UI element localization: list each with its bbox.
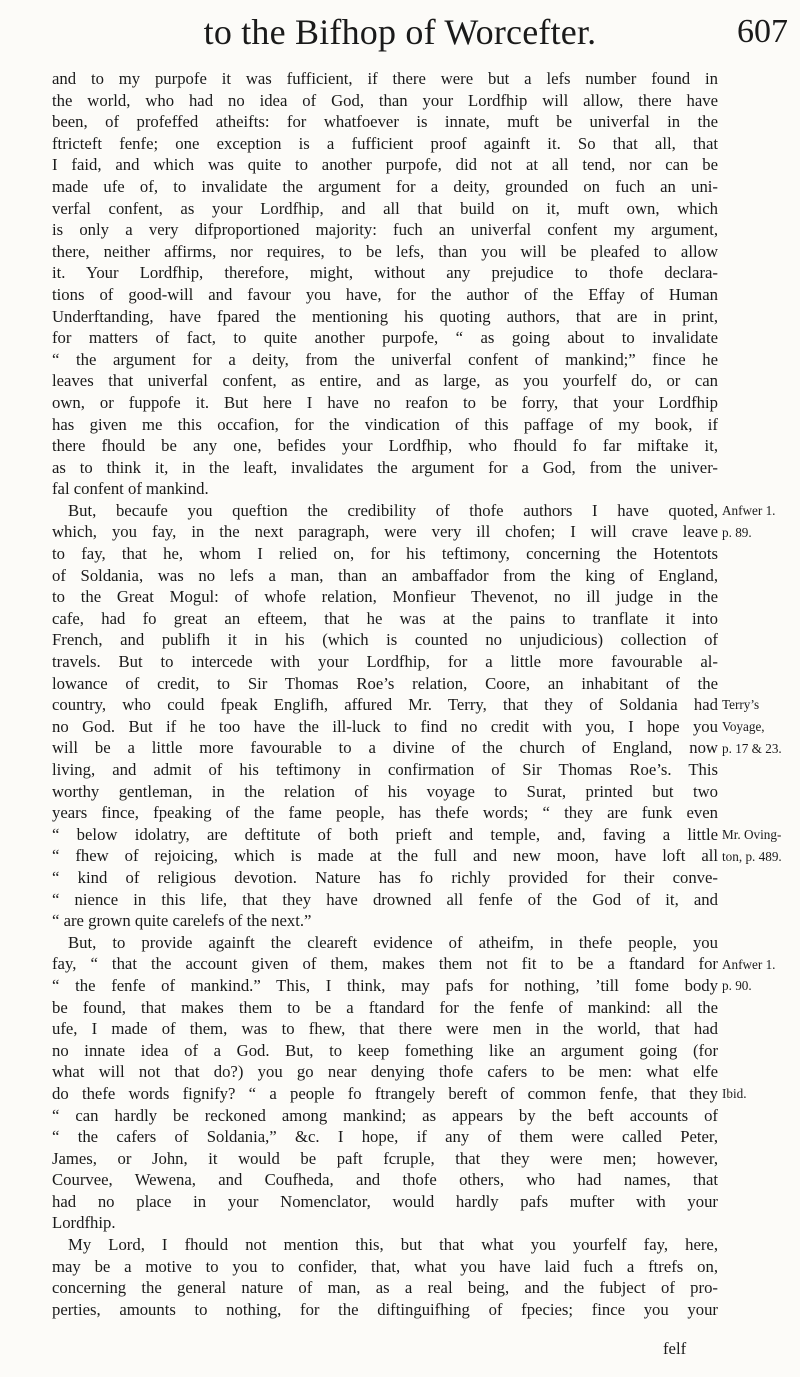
- running-title: to the Bifhop of Worcefter.: [203, 12, 597, 52]
- text-line: had no place in your Nomenclator, would hardly pafs mufter with your: [52, 1191, 718, 1211]
- text-line: But, becaufe you queftion the credibility of thofe authors I have quoted,: [68, 500, 718, 520]
- text-line: ufe, I made of them, was to fhew, that there were men in the world, that had: [52, 1019, 718, 1039]
- text-line: be found, that makes them to be a ftandard for the fenfe of mankind: all the: [52, 997, 718, 1017]
- marginal-note: Ibid.: [722, 1086, 747, 1102]
- text-line: may be a motive to you to confider, that, what you have laid fuch a ftrefs on,: [52, 1256, 718, 1276]
- text-line: tions of good-will and favour you have, for the author of the Effay of Human: [52, 284, 718, 304]
- text-line: “ can hardly be reckoned among mankind; as appears by the beft accounts of: [52, 1105, 718, 1125]
- text-line: “ the fenfe of mankind.” This, I think, may pafs for nothing, ’till fome body: [52, 975, 718, 995]
- text-line: to fay, that he, whom I relied on, for his teftimony, concerning the Hotentots: [52, 544, 718, 564]
- text-line: as to think it, in the leaft, invalidates the argument for a God, from the univer-: [52, 457, 718, 477]
- text-line: fay, “ that the account given of them, makes them not fit to be a ftandard for: [52, 954, 718, 974]
- text-line: of Soldania, was no lefs a man, than an ambaffador from the king of England,: [52, 565, 718, 585]
- text-line: “ the argument for a deity, from the univerfal confent of mankind;” fince he: [52, 349, 718, 369]
- text-line: it. Your Lordfhip, therefore, might, without any prejudice to thofe declara-: [52, 263, 718, 283]
- text-line: I faid, and which was quite to another purpofe, did not at all tend, nor can be: [52, 155, 718, 175]
- text-line: been, of profeffed atheifts: for whatfoever is innate, muft be univerfal in the: [52, 112, 718, 132]
- text-line: “ the cafers of Soldania,” &c. I hope, if any of them were called Peter,: [52, 1127, 718, 1147]
- text-line: “ nience in this life, that they have drowned all fenfe of the God of it, and: [52, 889, 718, 909]
- text-line: for matters of fact, to quite another purpofe, “ as going about to invalidate: [52, 328, 718, 348]
- page-number: 607: [737, 13, 788, 50]
- marginal-note: Terry’s: [722, 697, 760, 713]
- text-line: verfal confent, as your Lordfhip, and all that build on it, muft own, which: [52, 198, 718, 218]
- text-line: do thefe words fignify? “ a people fo ftrangely bereft of common fenfe, that they: [52, 1083, 718, 1103]
- text-line: the world, who had no idea of God, than your Lordfhip will allow, there have: [52, 90, 718, 110]
- text-line: own, or fuppofe it. But here I have no reafon to be forry, that your Lordfhip: [52, 392, 718, 412]
- marginal-note: p. 90.: [722, 978, 752, 994]
- catchword: felf: [663, 1339, 687, 1358]
- text-line: lowance of credit, to Sir Thomas Roe’s relation, Coore, an inhabitant of the: [52, 673, 718, 693]
- text-line: “ below idolatry, are deftitute of both prieft and temple, and, faving a little: [52, 824, 718, 844]
- text-line: ftricteft fenfe; one exception is a fufficient proof againft it. So that all, that: [52, 133, 718, 153]
- text-line: which, you fay, in the next paragraph, were very ill chofen; I will crave leave: [52, 522, 718, 542]
- page-header: [0, 8, 800, 56]
- marginal-note: Voyage,: [722, 719, 765, 734]
- text-line: and to my purpofe it was fufficient, if there were but a lefs number found in: [52, 69, 718, 88]
- text-line: no God. But if he too have the ill-luck to find no credit with you, I hope you: [52, 716, 718, 736]
- text-line: French, and publifh it in his (which is counted no unjudicious) collection of: [52, 630, 718, 650]
- text-line: fal confent of mankind.: [52, 479, 209, 499]
- text-line: cafe, had fo great an efteem, that he was at the pains to tranflate it into: [52, 608, 718, 628]
- text-line: is only a very difproportioned majority: fuch an univerfal confent my argument,: [52, 220, 718, 240]
- text-line: “ kind of religious devotion. Nature has fo richly provided for their conve-: [52, 867, 718, 887]
- marginal-note: Anfwer 1.: [722, 503, 776, 518]
- text-line: Lordfhip.: [52, 1213, 116, 1233]
- text-line: will be a little more favourable to a divine of the church of England, now: [52, 738, 718, 758]
- text-line: “ fhew of rejoicing, which is made at the full and new moon, have loft all: [52, 846, 718, 866]
- marginal-note: p. 89.: [722, 524, 752, 540]
- text-line: no innate idea of a God. But, to keep fomething like an argument going (for: [52, 1040, 718, 1060]
- text-line: there, neither affirms, nor requires, to be lefs, than you will be pleafed to allow: [52, 241, 718, 261]
- body-text: [52, 68, 718, 1320]
- text-line: But, to provide againft the cleareft evidence of atheifm, in thefe people, you: [68, 932, 718, 952]
- text-line: to the Great Mogul: of whofe relation, Monfieur Thevenot, no ill judge in the: [52, 587, 718, 607]
- marginal-note: p. 17 & 23.: [722, 740, 782, 756]
- text-line: James, or John, it would be paft fcruple, that they were men; however,: [52, 1148, 718, 1168]
- marginal-note: ton, p. 489.: [722, 848, 782, 864]
- text-line: concerning the general nature of man, as a real being, and the fubject of pro-: [52, 1278, 718, 1298]
- text-line: perties, amounts to nothing, for the diftinguifhing of fpecies; fince you your: [52, 1299, 718, 1319]
- text-line: leaves that univerfal confent, as entire, and as large, as you yourfelf do, or can: [52, 371, 718, 391]
- text-line: “ are grown quite carelefs of the next.”: [52, 911, 312, 931]
- text-line: country, who could fpeak Englifh, affured Mr. Terry, that they of Soldania had: [52, 695, 718, 715]
- text-line: years fince, fpeaking of the fame people, has thefe words; “ they are funk even: [52, 803, 718, 823]
- text-line: Underftanding, have fpared the mentioning his quoting authors, that are in print,: [52, 306, 718, 326]
- marginal-note: Anfwer 1.: [722, 956, 776, 972]
- text-line: worthy gentleman, in the relation of his voyage to Surat, printed but two: [52, 781, 718, 801]
- text-line: travels. But to intercede with your Lordfhip, for a little more favourable al-: [52, 652, 718, 672]
- marginal-note: Mr. Oving-: [722, 827, 782, 842]
- text-line: made ufe of, to invalidate the argument for a deity, grounded on fuch an uni-: [52, 176, 718, 196]
- text-line: living, and admit of his teftimony in confirmation of Sir Thomas Roe’s. This: [52, 760, 718, 779]
- text-line: has given me this occafion, for the vindication of this paffage of my book, if: [52, 414, 718, 434]
- text-line: My Lord, I fhould not mention this, but that what you yourfelf fay, here,: [68, 1235, 718, 1255]
- text-line: there fhould be any one, befides your Lordfhip, who fhould fo far miftake it,: [52, 436, 718, 456]
- text-line: what will not that do?) you go near denying thofe cafers to be men: what elfe: [52, 1062, 718, 1082]
- text-line: Courvee, Wewena, and Coufheda, and thofe others, who had names, that: [52, 1170, 718, 1190]
